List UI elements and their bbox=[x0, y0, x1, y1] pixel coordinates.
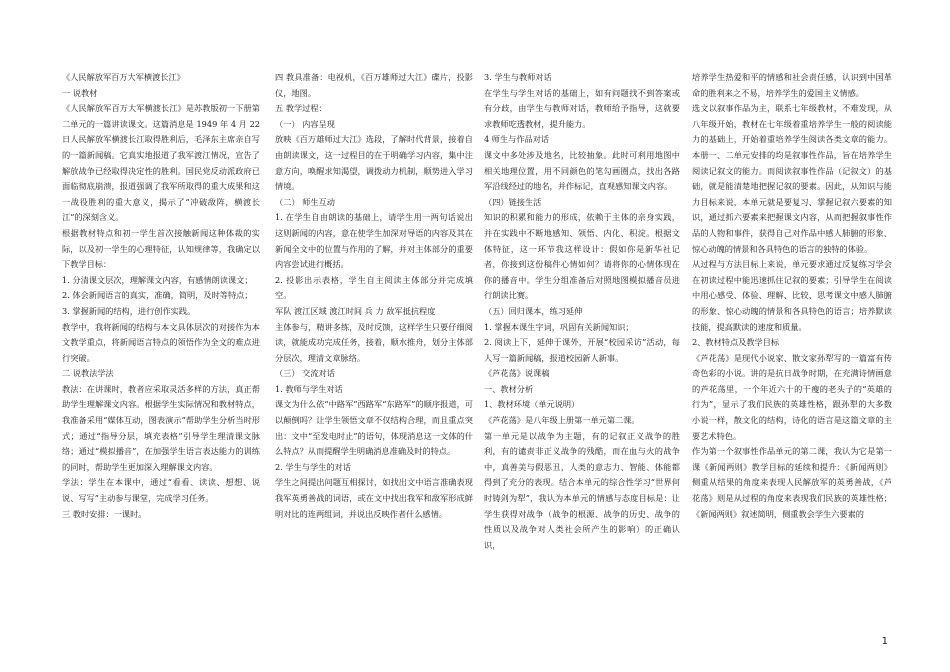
column-3 bbox=[484, 70, 680, 553]
paragraph: 教法：在讲课时，教者应采取灵活多样的方法，真正帮助学生理解课文内容。根据学生实际情况和教材特点，我准备采用“媒体互动，图表演示”帮助学生分析当时形式；通过“指导分层，填充表格”引导学生理清课文脉络；通过“模拟播音”，在加强学生语言表达能力的训练的同时，帮助学生更加深入理解课文内容。 bbox=[62, 383, 260, 472]
subsection-heading: 2、教材特点及教学目标 bbox=[692, 337, 780, 348]
paragraph: 知识的积累和能力的形成，依赖于主体的亲身实践，并在实践中不断地感知、领悟、内化、积淀。根据文体特征，这一环节我这样设计：假如你是新华社记者，你接到这份稿件心情如何？请将你的心情体现在你的播音中。学生分组准备后对照地图模拟播音员进行朗读比赛。 bbox=[484, 212, 680, 301]
subsection-heading: （二） 师生互动 bbox=[275, 196, 335, 207]
paragraph: 作为第一个叙事性作品单元的第二课，我认为它是第一课《新闻两则》教学目标的延续和提升：《新闻两则》侧重从结果的角度来表现人民解放军的英勇善战，《芦花荡》则是从过程的角度来表现我们民族的英雄性格；《新闻两则》叙述简明，侧重教会学生六要素的 bbox=[692, 446, 892, 519]
paragraph: 主体参与，精讲多练，及时反馈，这样学生只要仔细阅读，就能成功完成任务，接着，顺水推舟，划分主体部分层次，理清文章脉络。 bbox=[275, 321, 473, 363]
list-item: 4 师生与作品对话 bbox=[484, 134, 550, 145]
list-item: 1. 教师与学生对话 bbox=[275, 383, 343, 394]
subsection-heading: （一） 内容呈现 bbox=[275, 118, 335, 129]
column-2 bbox=[275, 70, 473, 522]
paragraph: 1. 在学生自由朗读的基础上，请学生用一两句话说出这则新闻的内容，意在使学生加深对导语的内容及其在新闻全文中的位置与作用的了解，并对主体部分的重要内容尝试进行概括。 bbox=[275, 212, 473, 270]
table-header-line: 军队 渡江区域 渡江时间 兵 力 敌军抵抗程度 bbox=[275, 305, 436, 316]
section-heading: 一 说教材 bbox=[62, 87, 98, 98]
section-heading: 二 说教法学法 bbox=[62, 368, 114, 379]
subsection-heading: （五）回归课本，练习延伸 bbox=[484, 305, 583, 316]
list-item: 1. 掌握本课生字词，巩固有关新闻知识； bbox=[484, 321, 634, 332]
paragraph: 学法：学生在本课中，通过“看看、读读、想想、说说、写写”主动参与课堂，完成学习任务。 bbox=[62, 477, 260, 504]
list-item: 2. 体会新闻语言的真实，准确，简明，及时等特点； bbox=[62, 290, 253, 301]
paragraph: 《芦花荡》是八年级上册第一单元第二课。 bbox=[484, 415, 640, 426]
list-item: 1. 分清课文层次，理解课文内容，有感情朗读课文； bbox=[62, 274, 253, 285]
section-heading: 一、教材分析 bbox=[484, 383, 534, 394]
paragraph: 在学生与学生对话的基础上，如有问题找不到答案或有分歧，由学生与教师对话，教师给予指导，这就要求教师吃透教材，提升能力。 bbox=[484, 87, 680, 129]
subsection-heading: （四）链接生活 bbox=[484, 196, 542, 207]
paragraph: 课文为什么依“中路军”西路军“东路军”的顺序报道，可以颠倒吗？让学生领悟文章不仅结构合理，而且重点突出：文中“至发电时止”的语句，体现消息这一文体的什么特点？从而提醒学生明确消息准确及时的特点。 bbox=[275, 399, 473, 457]
paragraph: 根据教材特点和初一学生首次接触新闻这种体裁的实际，以及初一学生的心理特征，认知规律等，我确定以下教学目标： bbox=[62, 227, 260, 270]
column-1 bbox=[62, 70, 260, 522]
paragraph: 放映《百万雄师过大江》选段，了解时代背景，接着自由朗读课文，这一过程目的在于明确学习内容，集中注意方向，唤醒求知渴望，调拨动力机制，顺势进入学习情境。 bbox=[275, 134, 473, 192]
paragraph: 第一单元是以战争为主题，有的记叙正义战争的胜利，有的谴责非正义战争的残酷，而在血与火的战争中，真善美与假恶丑，人类的意志力、智能、体能都得到了充分的表现。结合本单元的综合性学习“世界何时铸剑为犁”，我认为本单元的情感与态度目标是：让学生获得对战争（战争的根源、战争的历史、战争的性质以及战争对人类社会所产生的影响）的正确认识， bbox=[484, 430, 680, 550]
paragraph: 《人民解放军百万大军横渡长江》是苏教版初一下册第二单元的一篇讲读课文。这篇消息是 1949 年 4 月 22 日人民解放军横渡长江取得胜利后，毛泽东主席亲自写的一篇新闻稿。它真实地报道了我军渡江情况，宣告了解放战争已经取得决定性的胜利。国民党反动派政府已面临彻底崩溃，报道强调了我军所取得的重大成果和这一战役胜利的重大意义，揭示了“冲破敌阵，横渡长江”的深刻含义。 bbox=[62, 103, 260, 223]
paragraph: 教学中，我将新闻的结构与本文具体层次的对接作为本文教学重点，将新闻语言特点的领悟作为全文的难点进行突破。 bbox=[62, 321, 260, 363]
list-item: 2. 学生与学生的对话 bbox=[275, 461, 351, 472]
section-heading: 五 教学过程： bbox=[275, 103, 327, 114]
paragraph: 四 教具准备：电视机，《百万雄师过大江》碟片，投影仪，地图。 bbox=[275, 72, 473, 98]
paragraph: 课文中多处涉及地名，比较抽象。此时可利用地图中相关地理位置，用不同颜色的笔勾画圈点，找出各路军沿线经过的地名，并作标记，直观感知课文内容。 bbox=[484, 149, 680, 192]
paragraph: 2. 投影出示表格，学生自主阅读主体部分并完成填空。 bbox=[275, 274, 473, 301]
page-number: 1 bbox=[881, 636, 888, 647]
document-title: 《芦花荡》说课稿 bbox=[484, 368, 550, 379]
paragraph: 培养学生热爱和平的情感和社会责任感，认识到中国革命的胜利来之不易，培养学生的爱国主义情感。 bbox=[692, 72, 892, 98]
paragraph: 选文以叙事作品为主，联系七年级教材，不难发现，从八年级开始，教材在七年级着重培养学生一般的阅读能力的基础上，开始着重培养学生阅读各类文章的能力。本册一、二单元安排的均是叙事性作品，旨在培养学生阅读记叙文的能力。而阅读叙事性作品（记叙文）的基础，就是能清楚地把握记叙的要素。因此，从知识与能力目标来说，本单元就是要复习、掌握记叙六要素的知识，通过抓六要素来把握课文内容，从而把握叙事性作品的人物和事件，获得自己对作品中感人肺腑的形象、惊心动魄的情景和各具特色的语言的独特的体验。 bbox=[692, 103, 892, 254]
paragraph: 学生之间提出问题互相探讨，如找出文中语言准确表现我军英勇善战的词语，或在文中找出我军和敌军形成鲜明对比的连两组词，并说出反映作者什么感情。 bbox=[275, 477, 473, 519]
section-heading: 三 教时安排：一课时。 bbox=[62, 508, 147, 519]
paragraph: 《芦花荡》是现代小说家、散文家孙犁写的一篇富有传奇色彩的小说。讲的是抗日战争时期，在充满诗情画意的芦花荡里，一个年近六十的干瘦的老头子的“英雄的行为”，显示了我们民族的英雄性格，跟孙犁的大多数小说一样，散文化的结构，诗化的语言是这篇文章的主要艺术特色。 bbox=[692, 352, 892, 441]
paragraph: 从过程与方法目标上来说，单元要求通过反复练习学会在初读过程中能迅速抓住记叙的要素；引导学生在阅读中用心感受、体验、理解、比较、思考课文中感人肺腑的形象、惊心动魄的情景和各具特色的语言；培养默读技能，提高默读的速度和质量。 bbox=[692, 259, 892, 332]
paragraph: 《人民解放军百万大军横渡长江》 bbox=[62, 72, 185, 82]
subsection-heading: 1、教材环境（单元说明） bbox=[484, 399, 580, 410]
list-item: 3. 掌握新闻的结构，进行创作实践。 bbox=[62, 305, 196, 316]
list-item: 2. 阅读上下，延伸于课外，开展“校园采访”活动，每人写一篇新闻稿，报道校园新人新事。 bbox=[484, 337, 680, 363]
column-4 bbox=[692, 70, 892, 522]
list-item: 3. 学生与教师对话 bbox=[484, 72, 552, 82]
subsection-heading: （三） 交流对话 bbox=[275, 368, 335, 379]
